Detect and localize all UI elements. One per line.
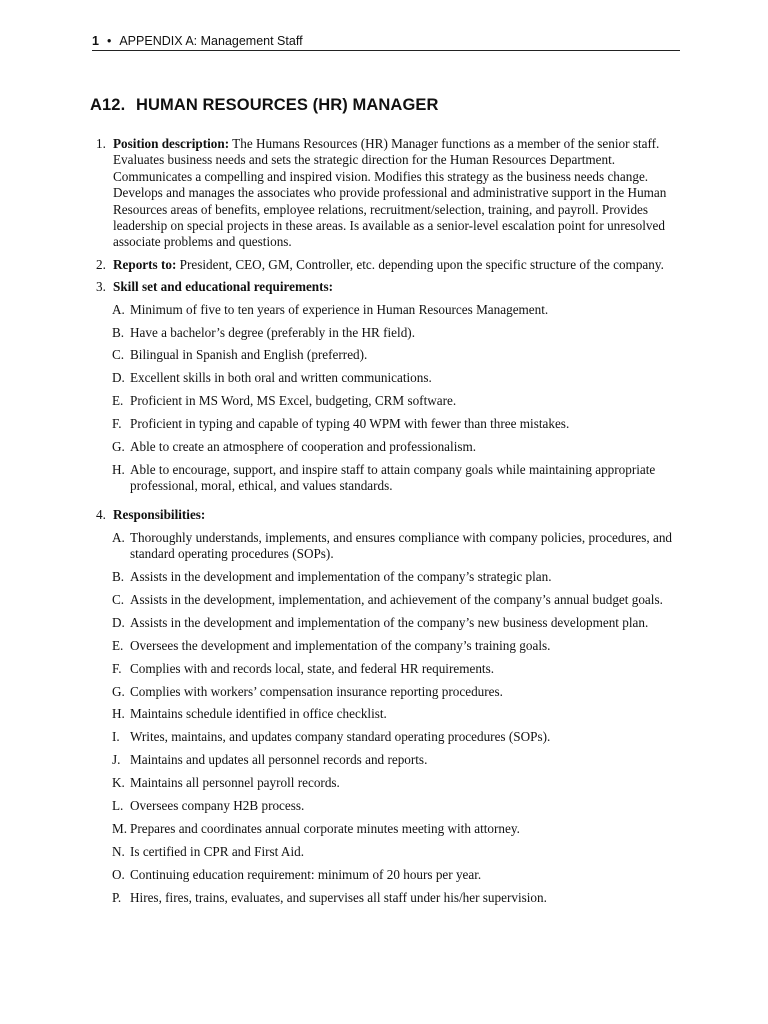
sub-item <box>112 416 682 432</box>
item-lead: Position description: <box>113 136 230 151</box>
item-lead: Skill set and educational requirements: <box>113 279 334 295</box>
sub-item-letter: F. <box>112 660 122 676</box>
running-header <box>92 34 680 51</box>
sub-item-text: Able to create an atmosphere of cooperation and professionalism. <box>130 439 477 455</box>
sub-item-letter: N. <box>112 843 125 859</box>
sub-item-letter: O. <box>112 866 125 882</box>
document-body <box>96 136 682 919</box>
sub-item <box>112 752 682 768</box>
sub-item <box>112 530 682 563</box>
sub-item <box>112 439 682 455</box>
sub-item <box>112 393 682 409</box>
sub-item-letter: G. <box>112 439 125 455</box>
sub-item <box>112 798 682 814</box>
section-title-text: HUMAN RESOURCES (HR) MANAGER <box>135 96 439 114</box>
sub-item-letter: L. <box>112 798 124 814</box>
item-paragraph <box>113 507 682 523</box>
sub-item-letter: H. <box>112 706 125 722</box>
sub-item-text: Is certified in CPR and First Aid. <box>130 843 304 859</box>
sub-item <box>112 325 682 341</box>
sub-item-text: Continuing education requirement: minimum of 20 hours per year. <box>130 866 482 882</box>
sub-item-text: Writes, maintains, and updates company standard operating procedures (SOPs). <box>130 729 551 745</box>
item-number: 2. <box>96 256 106 272</box>
sub-item-letter: F. <box>112 416 122 432</box>
sub-item <box>112 302 682 318</box>
sub-list <box>112 302 682 495</box>
sub-item-letter: I. <box>112 729 120 745</box>
sub-item-text: Able to encourage, support, and inspire staff to attain company goals while maintaining appropriate professional, moral, ethical, and values standards. <box>130 462 656 494</box>
sub-item <box>112 706 682 722</box>
sub-item-letter: C. <box>112 347 125 363</box>
sub-item-letter: M. <box>112 821 128 836</box>
item-body <box>113 507 682 912</box>
sub-list <box>112 530 682 906</box>
item-number: 3. <box>96 279 106 295</box>
sub-item-letter: C. <box>112 591 125 607</box>
sub-item-letter: D. <box>112 370 125 386</box>
sub-item-text: Thoroughly understands, implements, and ensures compliance with company policies, procedures, and standard operating procedures (SOPs). <box>130 529 673 562</box>
sub-item-text: Oversees company H2B process. <box>130 798 305 814</box>
sub-item <box>112 821 682 837</box>
sub-item-text: Prepares and coordinates annual corporate minutes meeting with attorney. <box>130 821 520 836</box>
list-item <box>96 136 682 251</box>
sub-item-letter: K. <box>112 775 125 791</box>
header-bullet: • <box>106 34 112 48</box>
sub-item-text: Proficient in typing and capable of typing 40 WPM with fewer than three mistakes. <box>130 416 570 432</box>
sub-item-text: Excellent skills in both oral and written communications. <box>130 370 432 386</box>
sub-item <box>112 661 682 677</box>
item-text: President, CEO, GM, Controller, etc. depending upon the specific structure of the company. <box>176 256 664 272</box>
sub-item <box>112 592 682 608</box>
page-number: 1 <box>92 34 99 48</box>
item-text: The Humans Resources (HR) Manager functions as a member of the senior staff. Evaluates business needs and sets the strategic direction for the Human Resources Department. Communicates a compelling and inspired vision. Modifies this strategy as the business needs change. Develops and manages the associates who provide professional and administrative support in the Human Resources areas of benefits, employee relations, recruitment/selection, training, and payroll. Provides leadership on special projects in these areas. Is available as a senior-level escalation point for unresolved associate problems and questions. <box>113 136 667 250</box>
sub-item-letter: E. <box>112 637 124 653</box>
sub-item <box>112 462 682 495</box>
sub-item <box>112 729 682 745</box>
list-item <box>96 507 682 912</box>
sub-item-text: Complies with and records local, state, and federal HR requirements. <box>130 660 495 676</box>
sub-item <box>112 844 682 860</box>
item-paragraph <box>113 136 682 251</box>
sub-item <box>112 638 682 654</box>
sub-item <box>112 347 682 363</box>
item-number: 4. <box>96 507 106 523</box>
sub-item-letter: B. <box>112 324 125 340</box>
section-number: A12. <box>90 96 126 114</box>
sub-item <box>112 370 682 386</box>
sub-item-letter: A. <box>112 529 125 545</box>
sub-item-letter: E. <box>112 393 124 409</box>
sub-item-text: Minimum of five to ten years of experience in Human Resources Management. <box>130 301 549 317</box>
sub-item-text: Complies with workers’ compensation insurance reporting procedures. <box>130 683 503 699</box>
sub-item-text: Maintains all personnel payroll records. <box>130 775 340 791</box>
list-item <box>96 279 682 501</box>
sub-item-letter: D. <box>112 614 125 630</box>
sub-item-text: Proficient in MS Word, MS Excel, budgeting, CRM software. <box>130 393 457 409</box>
sub-item-letter: P. <box>112 889 122 905</box>
sub-item-letter: J. <box>112 752 121 768</box>
sub-item <box>112 569 682 585</box>
sub-item-text: Maintains and updates all personnel records and reports. <box>130 752 428 768</box>
sub-item-letter: A. <box>112 301 125 317</box>
sub-item <box>112 684 682 700</box>
sub-item-text: Assists in the development, implementation, and achievement of the company’s annual budget goals. <box>130 591 663 607</box>
sub-item-text: Assists in the development and implementation of the company’s new business development plan. <box>130 614 649 630</box>
sub-item-text: Maintains schedule identified in office checklist. <box>130 706 387 722</box>
sub-item-text: Assists in the development and implementation of the company’s strategic plan. <box>130 569 552 585</box>
item-lead: Responsibilities: <box>113 507 206 523</box>
sub-item <box>112 775 682 791</box>
sub-item-text: Oversees the development and implementation of the company’s training goals. <box>130 637 551 653</box>
sub-item-text: Bilingual in Spanish and English (preferred). <box>130 347 368 363</box>
item-lead: Reports to: <box>113 256 177 272</box>
sub-item-letter: B. <box>112 569 125 585</box>
item-number: 1. <box>96 136 106 151</box>
section-heading <box>90 96 439 115</box>
sub-item-text: Have a bachelor’s degree (preferably in the HR field). <box>130 324 415 340</box>
item-paragraph <box>113 257 682 273</box>
list-item <box>96 257 682 273</box>
header-title: APPENDIX A: Management Staff <box>119 34 303 48</box>
item-paragraph <box>113 279 682 295</box>
sub-item-text: Hires, fires, trains, evaluates, and supervises all staff under his/her supervision. <box>130 889 547 905</box>
sub-item <box>112 867 682 883</box>
item-body <box>113 136 682 251</box>
sub-item-letter: H. <box>112 462 125 477</box>
sub-item-letter: G. <box>112 683 125 699</box>
sub-item <box>112 615 682 631</box>
item-body <box>113 279 682 501</box>
item-body <box>113 257 682 273</box>
sub-item <box>112 890 682 906</box>
